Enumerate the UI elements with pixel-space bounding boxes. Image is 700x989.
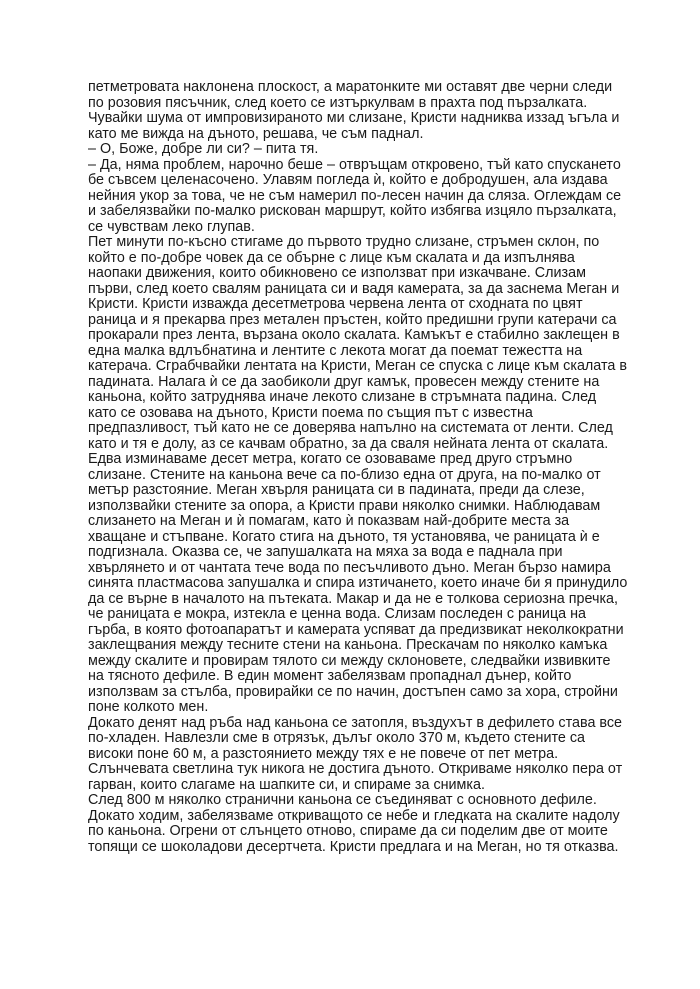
text-line: наопаки движения, които обикновено се използват при изкачване. Слизам bbox=[88, 265, 586, 281]
text-line: като и тя е долу, аз се качвам обратно, за да сваля нейната лента от скалата. bbox=[88, 435, 609, 452]
text-line: падината. Налага ѝ се да заобиколи друг камък, провесен между стените на bbox=[88, 373, 600, 390]
document-text-body bbox=[88, 80, 628, 855]
text-line: каньона, който затруднява иначе лекото слизане в стръмната падина. След bbox=[88, 389, 597, 405]
text-line: използвайки стените за опора, а Кристи прави няколко снимки. Наблюдавам bbox=[88, 497, 601, 514]
text-line: прокарали през лента, вързана около скалата. Камъкът е стабилно заклещен в bbox=[88, 327, 620, 343]
text-line: подгизнала. Оказва се, че запушалката на мяха за вода е паднала при bbox=[88, 544, 563, 560]
text-line: да се върне в началото на пътеката. Макар и да не е толкова сериозна пречка, bbox=[88, 590, 619, 607]
text-line: заклещвания между тесните стени на каньона. Прескачам по няколко камъка bbox=[88, 637, 608, 653]
text-line: хващане и стъпване. Когато стига на дъното, тя установява, че раницата ѝ е bbox=[88, 528, 600, 545]
text-line: гарван, които слагаме на шапките си, и спираме за снимка. bbox=[88, 776, 485, 793]
text-line: на тясното дефиле. В един момент забелязвам пропаднал дънер, който bbox=[88, 668, 572, 684]
text-line: синята пластмасова запушалка и спира изтичането, което иначе би я принудило bbox=[88, 575, 628, 591]
text-line: нейния укор за това, че не съм намерил по-лесен начин да сляза. Оглеждам се bbox=[88, 187, 622, 204]
text-line: първи, след което свалям раницата си и вадя камерата, за да заснема Меган и bbox=[88, 280, 620, 297]
text-line: Докато денят над ръба над каньона се затопля, въздухът в дефилето става все bbox=[88, 714, 623, 731]
text-line: използвам за стълба, провирайки се по начин, достъпен само за хора, стройни bbox=[88, 683, 618, 700]
text-line: катерача. Сграбчвайки лентата на Кристи, Меган се спуска с лице към скалата в bbox=[88, 358, 627, 374]
text-line: слизане. Стените на каньона вече са по-близо една от друга, на по-малко от bbox=[88, 466, 601, 483]
text-line: и забелязвайки по-малко рискован маршрут, който избягва изцяло пързалката, bbox=[88, 203, 617, 219]
text-line: Едва изминаваме десет метра, когато се озоваваме пред друго стръмно bbox=[88, 451, 573, 467]
text-line: който е по-добре човек да се обърне с лице към скалата и да изпълнява bbox=[88, 249, 575, 266]
text-line: топящи се шоколадови десертчета. Кристи предлага и на Меган, но тя отказва. bbox=[88, 838, 619, 855]
text-line: петметровата наклонена плоскост, а маратонките ми оставят две черни следи bbox=[88, 79, 613, 95]
text-line: по розовия пясъчник, след което се изтъркулвам в прахта под пързалката. bbox=[88, 94, 588, 111]
text-line: бе съвсем целенасочено. Улавям погледа ѝ, който е добродушен, ала издава bbox=[88, 172, 608, 188]
text-line: се чувствам леко глупав. bbox=[88, 218, 255, 235]
text-line: високи поне 60 м, а разстоянието между тях е не повече от пет метра. bbox=[88, 745, 559, 762]
text-line: една малка вдлъбнатина и лентите с лекота могат да поемат тежестта на bbox=[88, 342, 583, 359]
text-line: между скалите и провирам тялото си между склоновете, следвайки извивките bbox=[88, 652, 611, 669]
text-line: раница и я прекарва през метален пръстен, който предишни групи катерачи са bbox=[88, 311, 617, 328]
text-line: Слънчевата светлина тук никога не достига дъното. Откриваме няколко пера от bbox=[88, 761, 623, 777]
text-line: Кристи. Кристи изважда десетметрова червена лента от сходната по цвят bbox=[88, 296, 583, 312]
text-line: Докато ходим, забелязваме откриващото се небе и гледката на скалите надолу bbox=[88, 807, 620, 824]
text-line: Чувайки шума от импровизираното ми слизане, Кристи надниква иззад ъгъла и bbox=[88, 110, 620, 126]
text-line: – О, Боже, добре ли си? – пита тя. bbox=[88, 141, 319, 157]
text-line: като ме вижда на дъното, решава, че съм паднал. bbox=[88, 125, 424, 142]
text-line: След 800 м няколко странични каньона се съединяват с основното дефиле. bbox=[88, 792, 597, 808]
text-line: Пет минути по-късно стигаме до първото трудно слизане, стръмен склон, по bbox=[88, 234, 600, 250]
text-line: – Да, няма проблем, нарочно беше – отвръщам откровено, тъй като спускането bbox=[88, 156, 621, 173]
text-line: хвърлянето и от чантата тече вода по песъчливото дъно. Меган бързо намира bbox=[88, 559, 611, 576]
text-line: поне колкото мен. bbox=[88, 699, 209, 715]
text-line: слизането на Меган и ѝ помагам, като ѝ показвам най-добрите места за bbox=[88, 513, 570, 529]
text-line: по-хладен. Навлезли сме в отрязък, дълъг около 370 м, където стените са bbox=[88, 730, 585, 746]
text-line: като се озовава на дъното, Кристи поема по същия път с известна bbox=[88, 404, 533, 421]
text-line: по каньона. Огрени от слънцето отново, спираме да си поделим две от моите bbox=[88, 823, 608, 839]
text-line: предпазливост, тъй като не се доверява напълно на системата от ленти. След bbox=[88, 420, 613, 436]
text-line: гърба, в която фотоапаратът и камерата успяват да предизвикат неколкократни bbox=[88, 621, 624, 638]
text-line: че раницата е мокра, изтекла е ценна вода. Слизам последен с раница на bbox=[88, 606, 587, 622]
text-line: метър разстояние. Меган хвърля раницата си в падината, преди да слезе, bbox=[88, 482, 585, 498]
